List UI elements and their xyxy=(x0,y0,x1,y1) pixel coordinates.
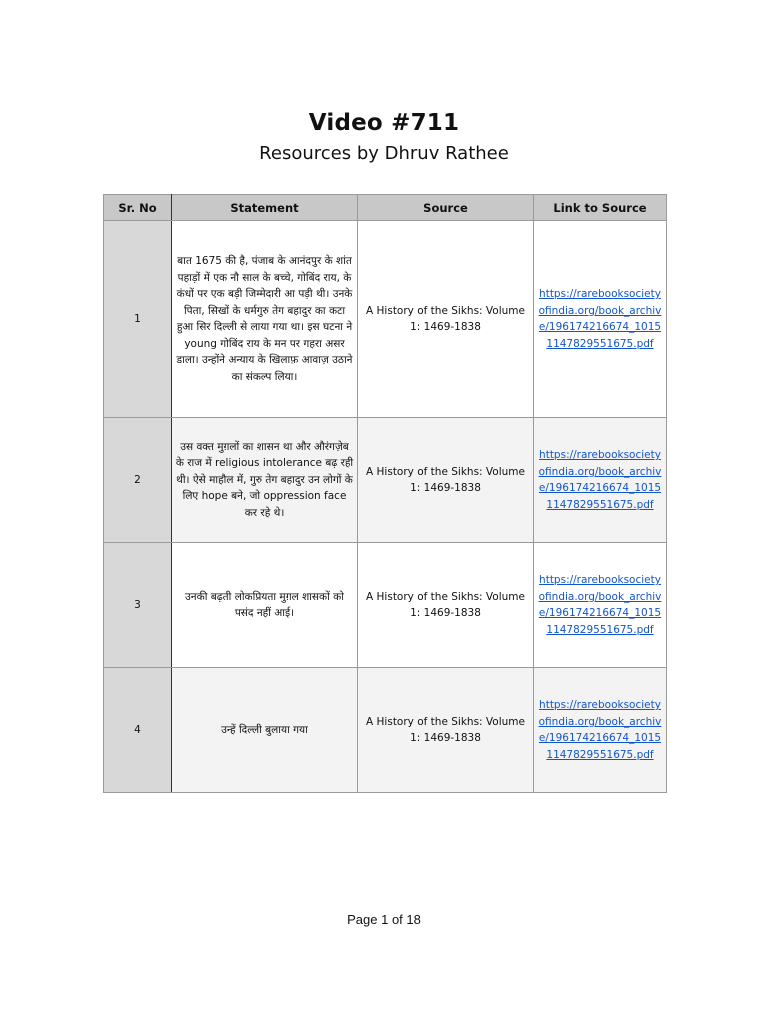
row-statement: बात 1675 की है, पंजाब के आनंदपुर के शांत पहाड़ों में एक नौ साल के बच्चे, गोबिंद राय, के कंधों पर एक बड़ी जिम्मेदारी आ पड़ी थी। उनके पिता, सिखों के धर्मगुरु तेग बहादुर का कटा हुआ सिर दिल्ली से लाया गया था। इस घटना ने young गोबिंद राय के मन पर गहरा असर डाला। उन्होंने अन्याय के खिलाफ़ आवाज़ उठाने का संकल्प लिया। xyxy=(172,221,358,418)
source-link[interactable]: https://rarebooksocietyofindia.org/book_archive/196174216674_10151147829551675.pdf xyxy=(538,288,662,350)
table-header-row xyxy=(104,195,667,221)
source-link[interactable]: https://rarebooksocietyofindia.org/book_archive/196174216674_10151147829551675.pdf xyxy=(538,574,662,636)
row-source: A History of the Sikhs: Volume 1: 1469-1838 xyxy=(358,543,534,668)
header-statement: Statement xyxy=(172,195,358,221)
row-link-cell xyxy=(534,543,667,668)
row-link-cell xyxy=(534,418,667,543)
table-row xyxy=(104,418,667,543)
resources-table xyxy=(103,194,667,793)
row-sr-no: 4 xyxy=(104,668,172,793)
header-sr-no: Sr. No xyxy=(104,195,172,221)
source-link[interactable]: https://rarebooksocietyofindia.org/book_archive/196174216674_10151147829551675.pdf xyxy=(538,449,662,511)
table-row xyxy=(104,221,667,418)
source-link[interactable]: https://rarebooksocietyofindia.org/book_archive/196174216674_10151147829551675.pdf xyxy=(538,699,662,761)
header-source: Source xyxy=(358,195,534,221)
row-link-cell xyxy=(534,668,667,793)
table-row xyxy=(104,668,667,793)
header-link-to-source: Link to Source xyxy=(534,195,667,221)
row-sr-no: 3 xyxy=(104,543,172,668)
row-source: A History of the Sikhs: Volume 1: 1469-1838 xyxy=(358,668,534,793)
row-sr-no: 2 xyxy=(104,418,172,543)
row-statement: उनकी बढ़ती लोकप्रियता मुग़ल शासकों को पसंद नहीं आई। xyxy=(172,543,358,668)
document-title: Video #711 xyxy=(308,110,460,136)
row-source: A History of the Sikhs: Volume 1: 1469-1838 xyxy=(358,221,534,418)
row-source: A History of the Sikhs: Volume 1: 1469-1838 xyxy=(358,418,534,543)
row-link-cell xyxy=(534,221,667,418)
page-number: Page 1 of 18 xyxy=(347,912,421,927)
document-subtitle: Resources by Dhruv Rathee xyxy=(259,143,509,164)
row-statement: उन्हें दिल्ली बुलाया गया xyxy=(172,668,358,793)
row-sr-no: 1 xyxy=(104,221,172,418)
row-statement: उस वक्त मुग़लों का शासन था और औरंगज़ेब के राज में religious intolerance बढ़ रही थी। ऐसे माहौल में, गुरु तेग बहादुर उन लोगों के लिए hope बने, जो oppression face कर रहे थे। xyxy=(172,418,358,543)
table-row xyxy=(104,543,667,668)
